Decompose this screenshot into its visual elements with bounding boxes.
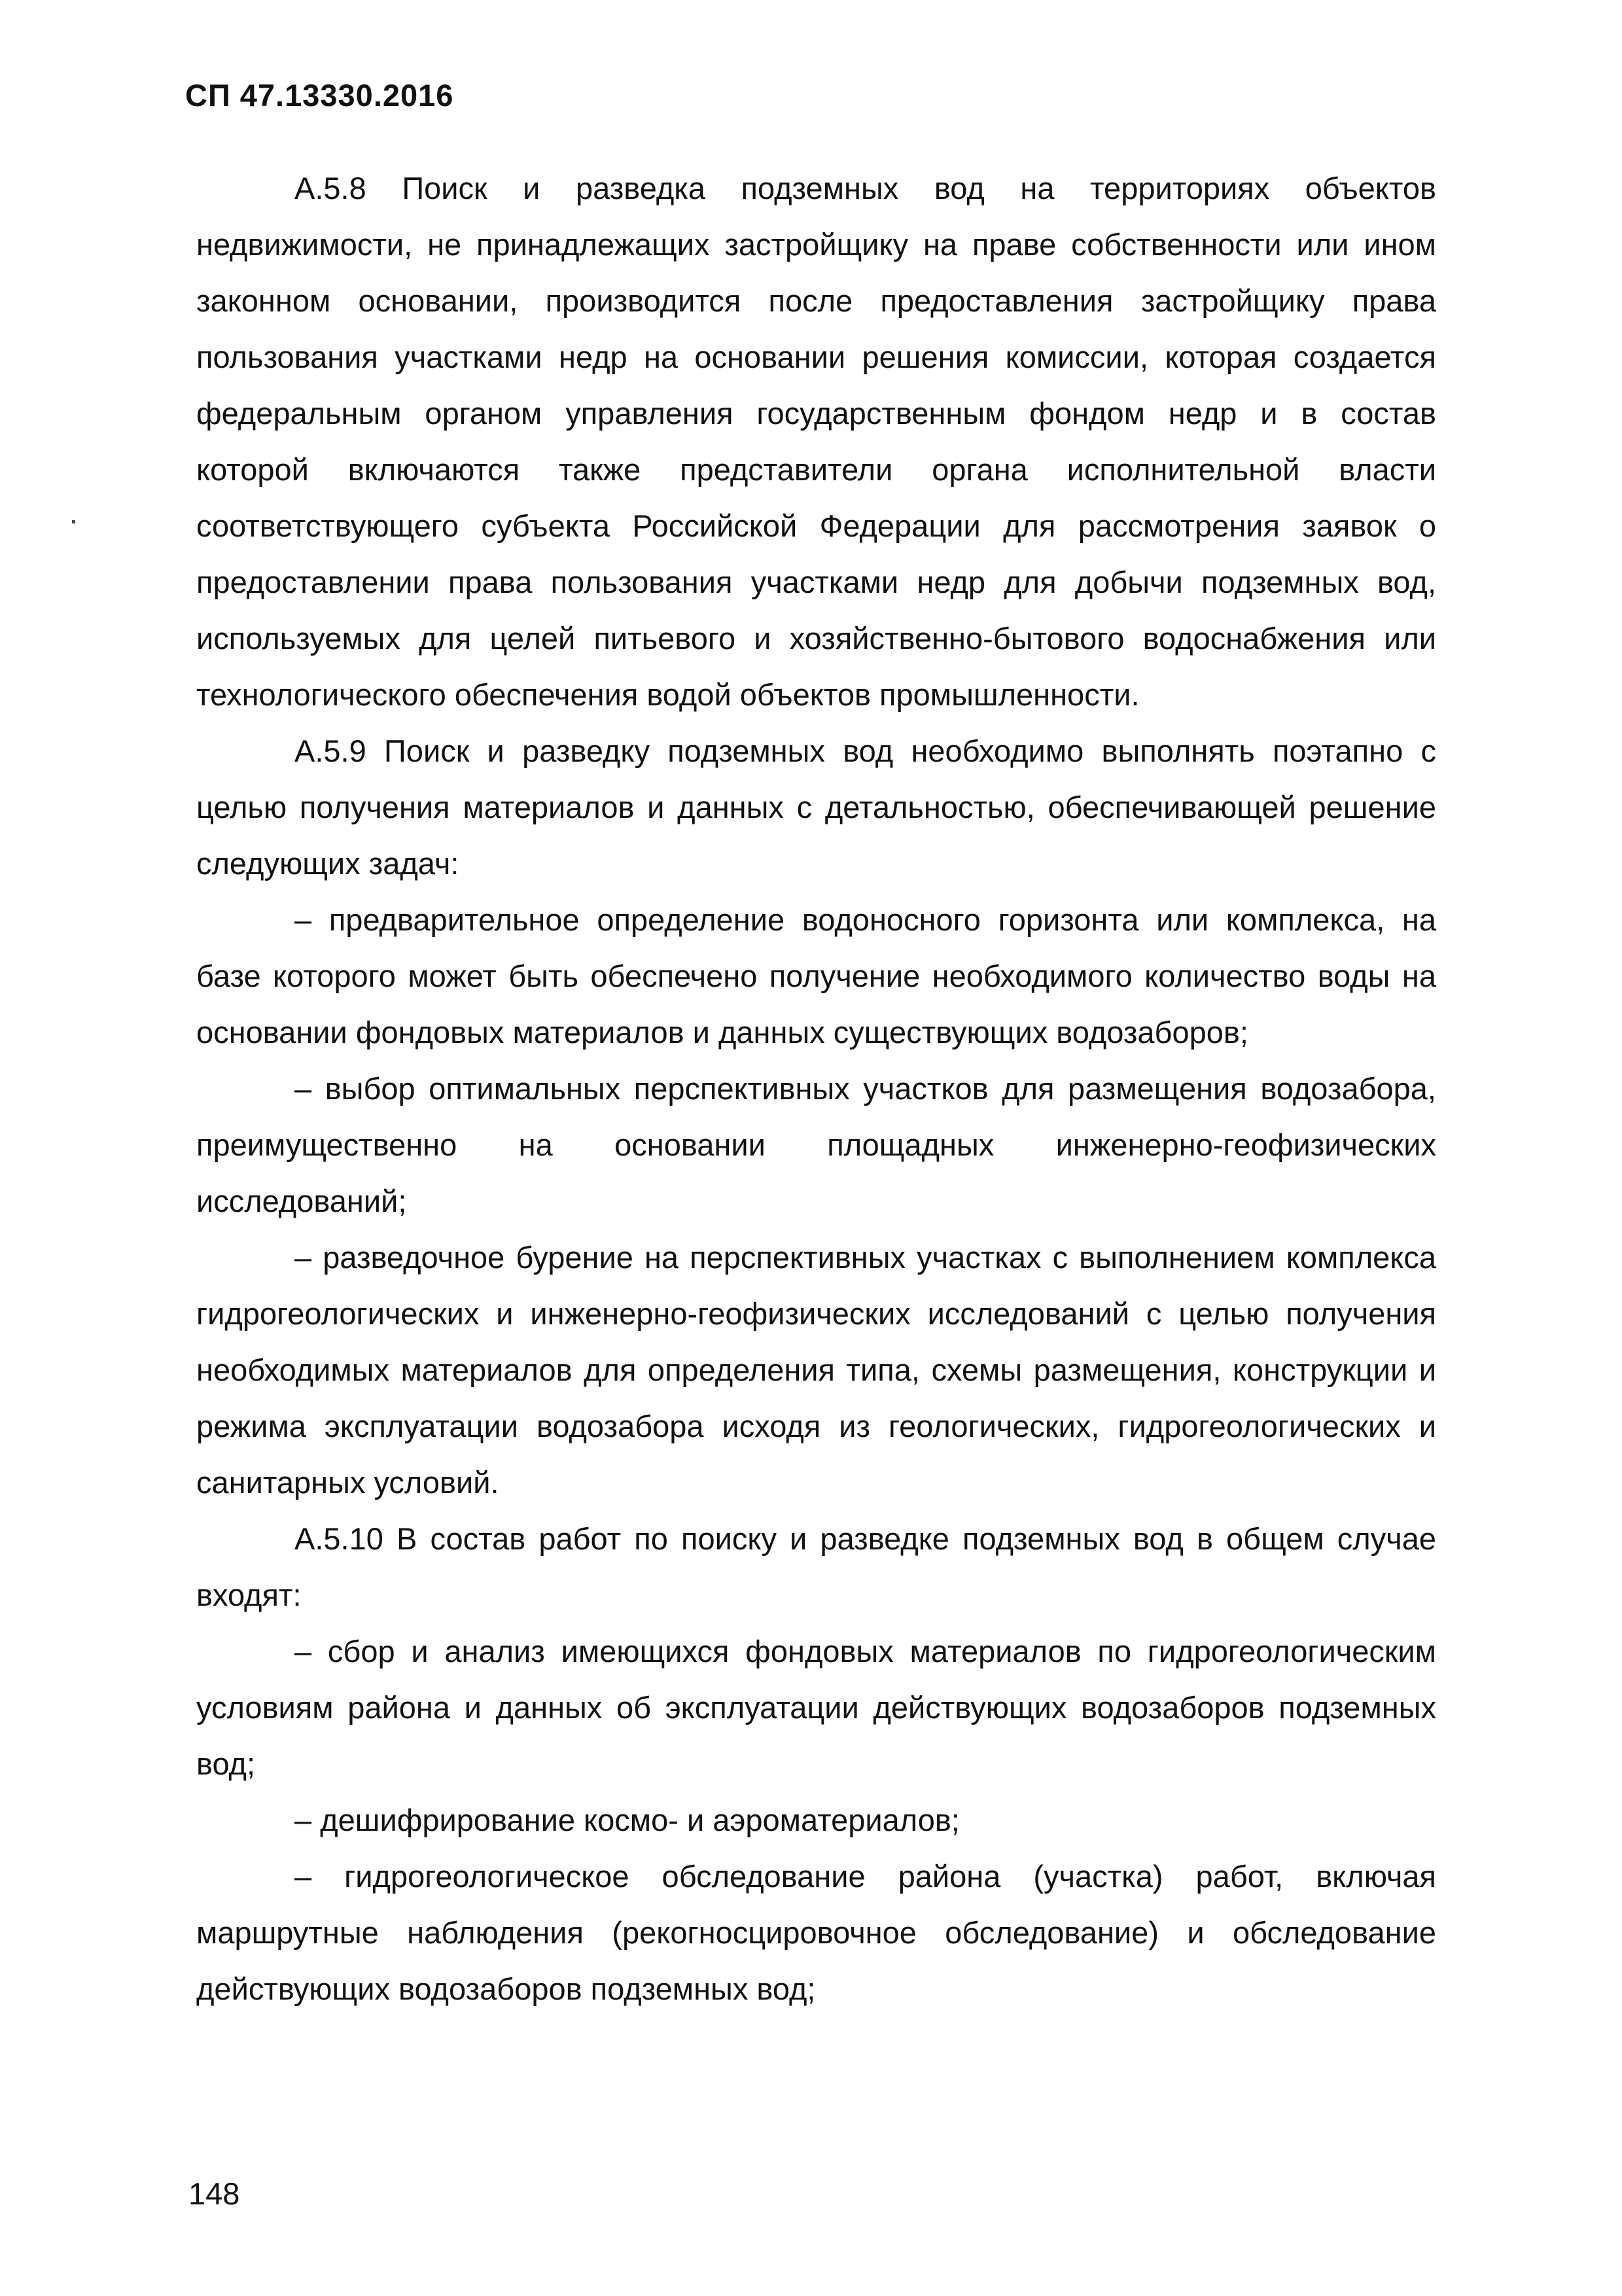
page-number: 148	[188, 2176, 240, 2211]
paragraph-a-5-8: А.5.8 Поиск и разведка подземных вод на территориях объектов недвижимости, не принадлежащих застройщику на праве собственности или ином законном основании, производится после предоставления застройщику права пользования участками недр на основании решения комиссии, которая создается федеральным органом управления государственным фондом недр и в состав которой включаются также представители органа исполнительной власти соответствующего субъекта Российской Федерации для рассмотрения заявок о предоставлении права пользования участками недр для добычи подземных вод, используемых для целей питьевого и хозяйственно-бытового водоснабжения или технологического обеспечения водой объектов промышленности.	[196, 171, 1436, 712]
list-item-data-collection: – сбор и анализ имеющихся фондовых материалов по гидрогеологическим условиям района и данных об эксплуатации действующих водозаборов подземных вод;	[196, 1634, 1436, 1781]
scan-artifact-dot	[72, 520, 75, 523]
paragraph-a-5-9: А.5.9 Поиск и разведку подземных вод необходимо выполнять поэтапно с целью получения материалов и данных с детальностью, обеспечивающей решение следующих задач:	[196, 733, 1436, 881]
paragraph-a-5-10: А.5.10 В состав работ по поиску и разведке подземных вод в общем случае входят:	[196, 1521, 1436, 1612]
list-item-exploration-drilling: – разведочное бурение на перспективных участках с выполнением комплекса гидрогеологических и инженерно-геофизических исследований с целью получения необходимых материалов для определения типа, схемы размещения, конструкции и режима эксплуатации водозабора исходя из геологических, гидрогеологических и санитарных условий.	[196, 1240, 1436, 1500]
list-item-preliminary-definition: – предварительное определение водоносного горизонта или комплекса, на базе которого может быть обеспечено получение необходимого количество воды на основании фондовых материалов и данных существующих водозаборов;	[196, 902, 1436, 1050]
list-item-site-selection: – выбор оптимальных перспективных участков для размещения водозабора, преимущественно на основании площадных инженерно-геофизических исследований;	[196, 1071, 1436, 1218]
list-item-imagery-decoding: – дешифрирование космо- и аэроматериалов;	[294, 1803, 960, 1837]
page-body	[196, 160, 1436, 2017]
document-code: СП 47.13330.2016	[185, 78, 454, 113]
list-item-hydrogeological-survey: – гидрогеологическое обследование района (участка) работ, включая маршрутные наблюдения (рекогносцировочное обследование) и обследование действующих водозаборов подземных вод;	[196, 1859, 1436, 2006]
